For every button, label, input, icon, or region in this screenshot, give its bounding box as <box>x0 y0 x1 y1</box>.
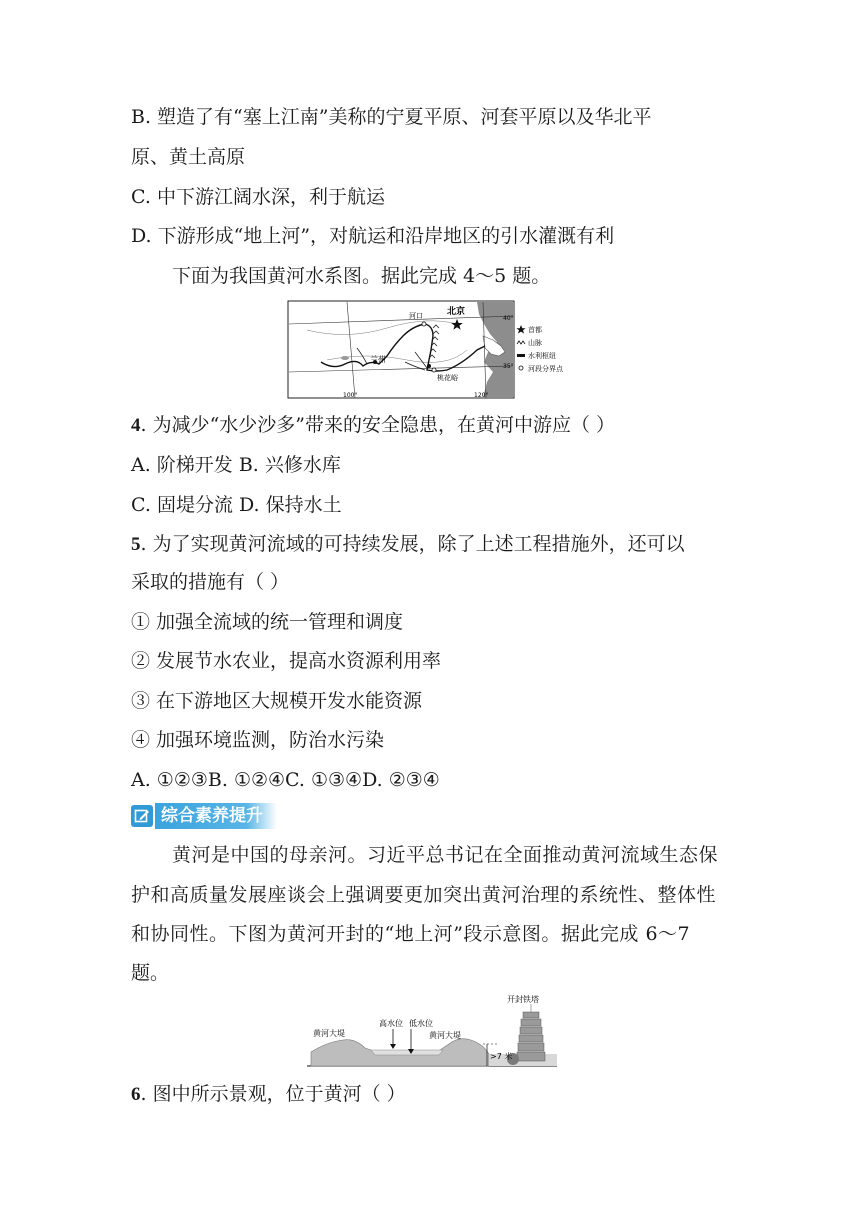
passage-line-4: 题。 <box>131 962 170 984</box>
q4-options-row2: C. 固堤分流 D. 保持水土 <box>131 494 342 516</box>
q5-item-1: ① 加强全流域的统一管理和调度 <box>131 611 404 633</box>
label-tower: 开封铁塔 <box>507 995 539 1004</box>
label-lon-120: 120° <box>474 392 489 399</box>
q4-stem <box>131 411 615 440</box>
label-high-water: 高水位 <box>379 1019 403 1028</box>
legend-point-icon <box>519 366 523 370</box>
q4-stem-text: . 为减少“水少沙多”带来的安全隐患，在黄河中游应（ ） <box>140 414 616 436</box>
label-lat-35: 35° <box>503 363 514 370</box>
taohuayu-point-icon <box>432 368 436 372</box>
dam-icon <box>427 364 431 368</box>
q3-option-c: C. 中下游江阔水深，利于航运 <box>131 186 385 208</box>
q3-option-b-line2: 原、黄土高原 <box>131 146 246 168</box>
q6-stem <box>131 1080 406 1109</box>
above-ground-river-figure <box>307 992 559 1072</box>
legend-mountain: 山脉 <box>528 339 542 347</box>
passage-line-3: 和协同性。下图为黄河开封的“地上河”段示意图。据此完成 6～7 <box>131 923 691 945</box>
label-lanzhou: 兰州 <box>370 355 386 364</box>
q5-options: A. ①②③B. ①②④C. ①③④D. ②③④ <box>131 769 440 791</box>
q5-stem-line1 <box>131 530 685 559</box>
edit-icon <box>131 805 153 827</box>
q3-option-b-line1: B. 塑造了有“塞上江南”美称的宁夏平原、河套平原以及华北平 <box>131 106 652 128</box>
passage-line-2: 护和高质量发展座谈会上强调要更加突出黄河治理的系统性、整体性 <box>131 884 717 906</box>
section-badge <box>131 803 281 829</box>
label-lat-40: 40° <box>503 315 514 322</box>
legend-mountain-icon <box>517 341 525 344</box>
q3-option-d: D. 下游形成“地上河”，对航运和沿岸地区的引水灌溉有利 <box>131 225 615 247</box>
passage-line-1: 黄河是中国的母亲河。习近平总书记在全面推动黄河流域生态保 <box>172 844 719 866</box>
q5-item-2: ② 发展节水农业，提高水资源利用率 <box>131 650 442 672</box>
q5-item-4: ④ 加强环境监测，防治水污染 <box>131 729 385 751</box>
intro-4-5: 下面为我国黄河水系图。据此完成 4～5 题。 <box>172 265 551 287</box>
river-water <box>371 1050 443 1055</box>
legend-star-icon <box>516 325 525 334</box>
q5-number: 5 <box>131 534 141 555</box>
q4-number: 4 <box>131 415 141 436</box>
q6-number: 6 <box>131 1084 141 1105</box>
legend-dam: 水利枢纽 <box>528 352 556 360</box>
label-levee-right: 黄河大堤 <box>429 1031 461 1040</box>
label-low-water: 低水位 <box>409 1019 433 1028</box>
lake <box>341 356 349 360</box>
q6-stem-text: . 图中所示景观，位于黄河（ ） <box>140 1083 406 1105</box>
label-lon-100: 100° <box>343 392 358 399</box>
label-taohuayu: 桃花峪 <box>437 374 458 382</box>
yellow-river-map <box>287 300 587 400</box>
q5-stem-text: . 为了实现黄河流域的可持续发展，除了上述工程措施外，还可以 <box>140 533 685 555</box>
q5-item-3: ③ 在下游地区大规模开发水能资源 <box>131 690 423 712</box>
label-height: >7 米 <box>490 1052 513 1061</box>
legend-dam-icon <box>517 354 525 357</box>
q4-options-row1: A. 阶梯开发 B. 兴修水库 <box>131 454 341 476</box>
label-levee-left: 黄河大堤 <box>313 1029 345 1038</box>
section-title: 综合素养提升 <box>155 803 277 829</box>
label-hekou: 河口 <box>409 312 423 320</box>
high-water-arrow-head <box>390 1044 396 1049</box>
kaifeng-iron-tower <box>517 1004 545 1061</box>
legend-capital: 首都 <box>528 326 542 334</box>
hekou-point-icon <box>422 322 426 326</box>
label-beijing: 北京 <box>447 307 466 317</box>
q5-stem-line2: 采取的措施有（ ） <box>131 571 290 593</box>
legend-boundary: 河段分界点 <box>528 365 563 373</box>
